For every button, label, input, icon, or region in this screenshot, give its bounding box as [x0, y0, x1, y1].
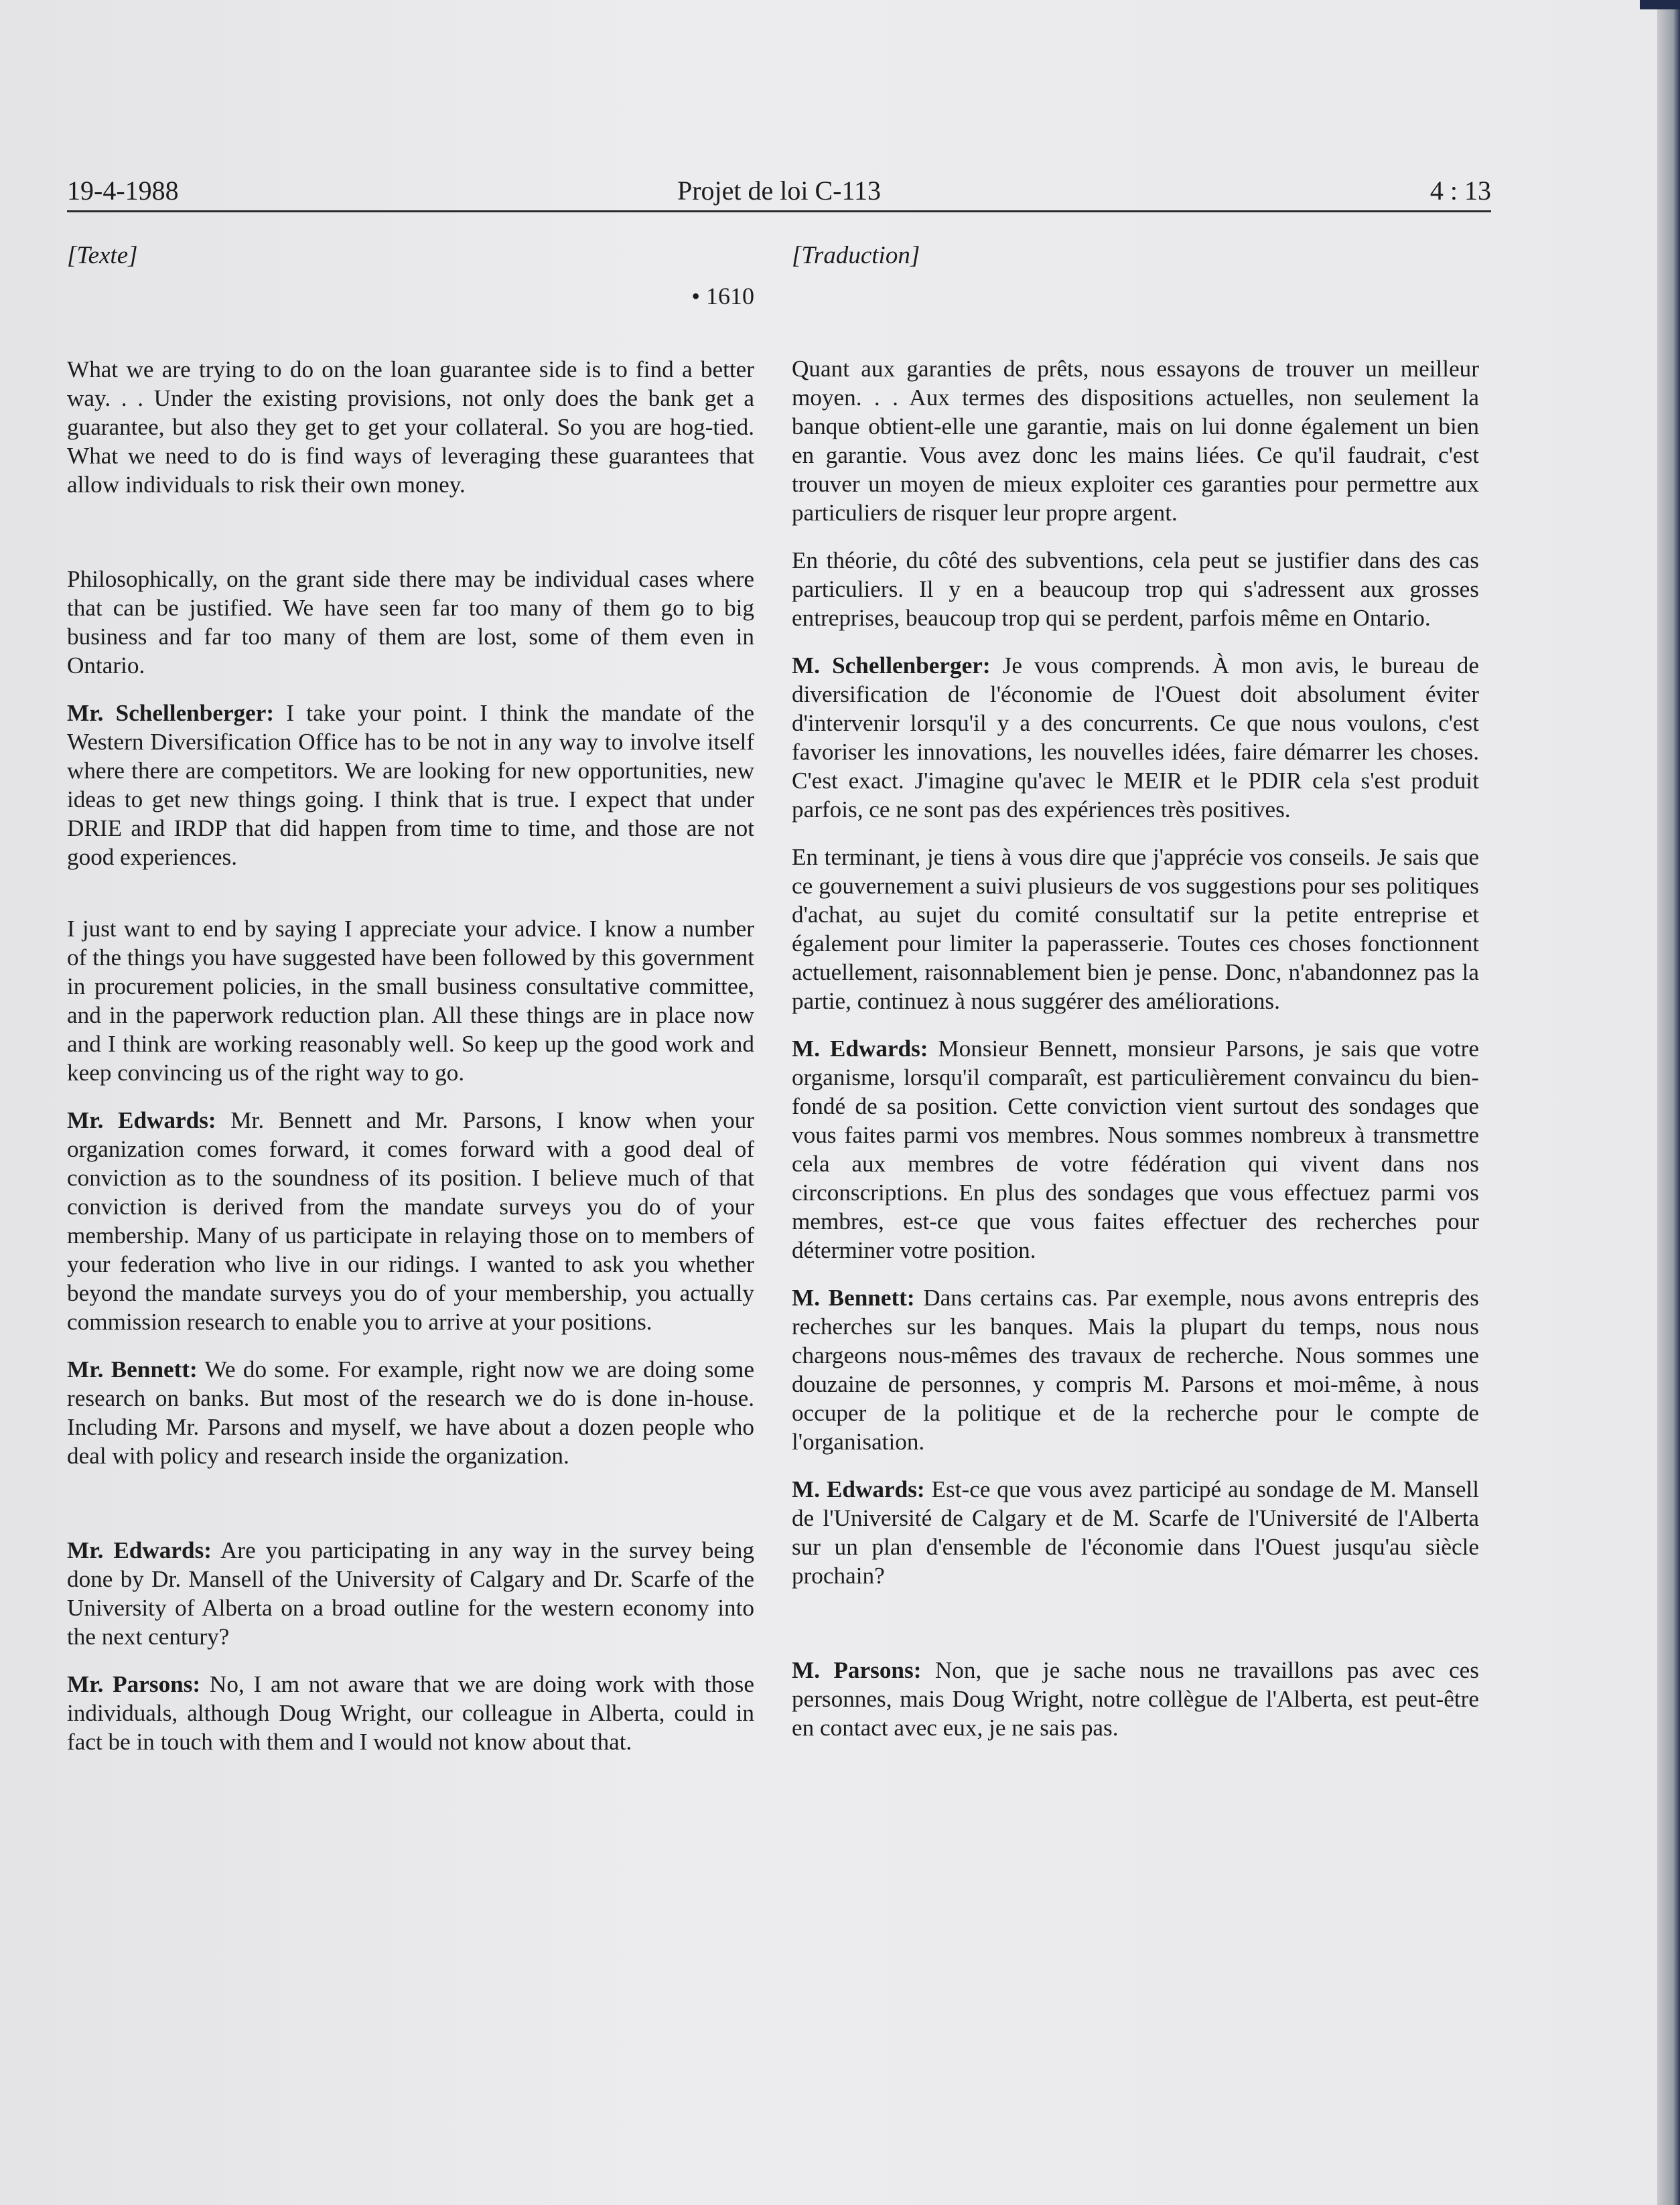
speech-text: Est-ce que vous avez participé au sondage de M. Mansell de l'Université de Calgary et de M. Scarfe de l'Université de l'Alberta sur un plan d'ensemble de l'économie dans l'Ouest jusqu'au siècle prochain? — [792, 1476, 1479, 1589]
speech-text: Je vous comprends. À mon avis, le bureau de diversification de l'économie de l'Ouest doit absolument éviter d'intervenir lorsqu'il y a des concurrents. Ce que nous voulons, c'est favoriser les innovations, les nouvelles idées, faire démarrer les choses. C'est exact. J'imagine qu'avec le MEIR et le PDIR cela s'est produit parfois, ce ne sont pas des expériences très positives. — [792, 652, 1480, 823]
speaker-name: M. Parsons: — [792, 1657, 922, 1683]
english-paragraph-4: I just want to end by saying I appreciate your advice. I know a number of the things you have suggested have been followed by this government in procurement policies, in the small business consultative committee, and in the paperwork reduction plan. All these things are in place now and I think are working reasonably well. So keep up the good work and keep convincing us of the right way to go. — [67, 916, 754, 1086]
speaker-name: Mr. Bennett: — [67, 1356, 198, 1382]
english-paragraph-3 — [67, 699, 754, 871]
time-marker: • 1610 — [691, 283, 754, 309]
page-header — [67, 175, 1491, 212]
english-column — [67, 241, 754, 1775]
page-edge — [1657, 0, 1680, 2205]
english-paragraph-5 — [67, 1106, 754, 1336]
speaker-name: M. Edwards: — [792, 1476, 925, 1502]
speech-text: Monsieur Bennett, monsieur Parsons, je sais que votre organisme, lorsqu'il comparaît, est particulièrement convaincu du bien-fondé de sa position. Cette conviction vient surtout des sondages que vous faites parmi vos membres. Nous sommes nombreux à transmettre cela aux membres de votre fédération qui vivent dans nos circonscriptions. En plus des sondages que vous effectuez parmi vos membres, est-ce que vous faites effectuer des recherches pour déterminer votre position. — [792, 1036, 1479, 1263]
speech-text: No, I am not aware that we are doing work with those individuals, although Doug Wright, our colleague in Alberta, could in fact be in touch with them and I would not know about that. — [67, 1671, 754, 1755]
french-paragraph-7 — [792, 1475, 1479, 1590]
binding-edge — [1640, 0, 1680, 9]
speaker-name: Mr. Parsons: — [67, 1671, 201, 1697]
speech-text: Are you participating in any way in the survey being done by Dr. Mansell of the University of Calgary and Dr. Scarfe of the University of Alberta on a broad outline for the western economy into the next century? — [67, 1537, 754, 1650]
english-paragraph-8 — [67, 1670, 754, 1756]
speech-text: Non, que je sache nous ne travaillons pas avec ces personnes, mais Doug Wright, notre collègue de l'Alberta, est peut-être en contact avec eux, je ne sais pas. — [792, 1657, 1479, 1741]
speaker-name: M. Schellenberger: — [792, 652, 991, 679]
french-column — [792, 241, 1479, 1761]
french-paragraph-5 — [792, 1034, 1479, 1265]
speech-text: We do some. For example, right now we are doing some research on banks. But most of the research we do is done in-house. Including Mr. Parsons and myself, we have about a dozen people who deal with policy and research inside the organization. — [67, 1356, 754, 1469]
header-page-number: 4 : 13 — [1429, 175, 1491, 206]
header-date: 19-4-1988 — [67, 175, 179, 206]
french-paragraph-4: En terminant, je tiens à vous dire que j'apprécie vos conseils. Je sais que ce gouvernement a suivi plusieurs de vos suggestions pour ses politiques d'achat, au sujet du comité consultatif sur la petite entreprise et également pour limiter la paperasserie. Toutes ces choses fonctionnent actuellement, raisonnablement bien je pense. Donc, n'abandonnez pas la partie, continuez à nous suggérer des améliorations. — [792, 844, 1479, 1014]
speech-text: I take your point. I think the mandate of the Western Diversification Office has to be not in any way to involve itself where there are competitors. We are looking for new opportunities, new ideas to get new things going. I think that is true. I expect that under DRIE and IRDP that did happen from time to time, and those are not good experiences. — [67, 700, 754, 870]
french-paragraph-6 — [792, 1283, 1479, 1456]
speaker-name: M. Bennett: — [792, 1285, 915, 1311]
french-paragraph-8 — [792, 1656, 1479, 1742]
speech-text: Mr. Bennett and Mr. Parsons, I know when your organization comes forward, it comes forward with a good deal of conviction as to the soundness of its position. I believe much of that conviction is derived from the mandate surveys you do of your membership. Many of us participate in relaying those on to members of your federation who live in our ridings. I wanted to ask you whether beyond the mandate surveys you do of your membership, you actually commission research to enable you to arrive at your positions. — [67, 1107, 754, 1335]
speaker-name: M. Edwards: — [792, 1036, 928, 1062]
speaker-name: Mr. Edwards: — [67, 1537, 212, 1563]
english-tag: [Texte] — [67, 242, 138, 269]
english-paragraph-7 — [67, 1536, 754, 1651]
english-paragraph-1: What we are trying to do on the loan guarantee side is to find a better way. . . Under the existing provisions, not only does the bank get a guarantee, but also they get to get your collateral. So you are hog-tied. What we need to do is find ways of leveraging these guarantees that allow individuals to risk their own money. — [67, 356, 754, 498]
french-paragraph-2: En théorie, du côté des subventions, cela peut se justifier dans des cas particuliers. Il y en a beaucoup trop qui s'adressent aux grosses entreprises, beaucoup trop qui se perdent, parfois même en Ontario. — [792, 547, 1479, 631]
french-paragraph-3 — [792, 651, 1479, 824]
header-title: Projet de loi C-113 — [677, 175, 882, 206]
french-paragraph-1: Quant aux garanties de prêts, nous essayons de trouver un meilleur moyen. . . Aux termes des dispositions actuelles, non seulement la banque obtient-elle une garantie, mais on lui donne également un bien en garantie. Vous avez donc les mains liées. Ce qu'il faudrait, c'est trouver un moyen de mieux exploiter ces garanties pour permettre aux particuliers de risquer leur propre argent. — [792, 356, 1479, 526]
english-paragraph-6 — [67, 1355, 754, 1470]
french-tag: [Traduction] — [792, 242, 920, 269]
speech-text: Dans certains cas. Par exemple, nous avons entrepris des recherches sur les banques. Mais la plupart du temps, nous nous chargeons nous-mêmes des travaux de recherche. Nous sommes une douzaine de personnes, y compris M. Parsons et moi-même, à nous occuper de la politique et de la recherche pour le compte de l'organisation. — [792, 1285, 1480, 1455]
speaker-name: Mr. Schellenberger: — [67, 700, 275, 726]
speaker-name: Mr. Edwards: — [67, 1107, 216, 1133]
english-paragraph-2: Philosophically, on the grant side there may be individual cases where that can be justified. We have seen far too many of them go to big business and far too many of them are lost, some of them even in Ontario. — [67, 566, 754, 679]
